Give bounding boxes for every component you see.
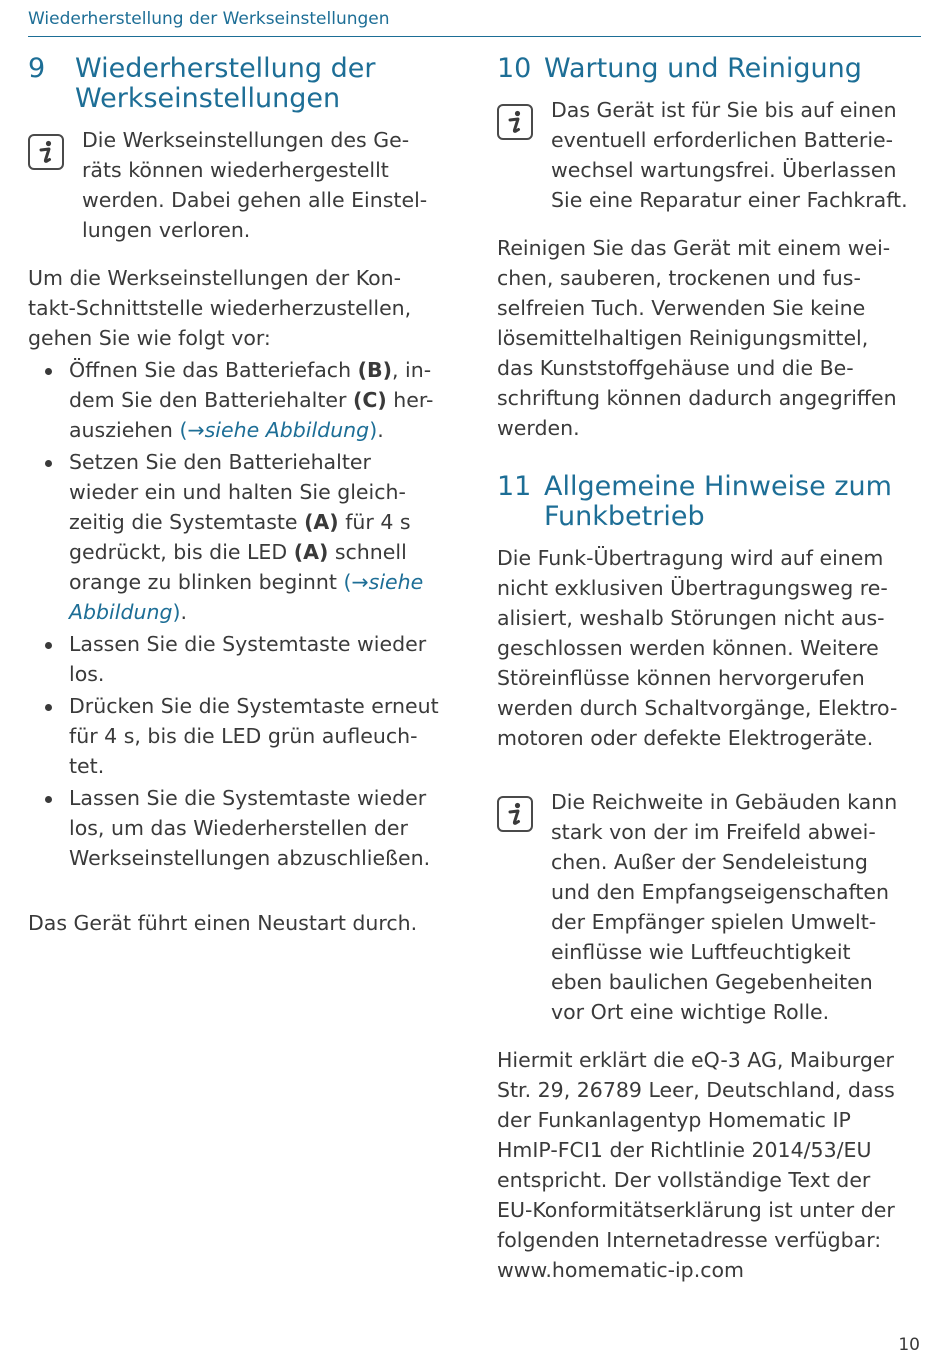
text-line: folgenden Internetadresse verfügbar: [497,1228,882,1252]
text-line: orange zu blinken beginnt (→siehe [69,570,424,594]
section-9-intro [28,263,458,353]
text-line: wechsel wartungsfrei. Überlassen [551,158,897,182]
text-line: Abbildung). [69,600,187,624]
section-10-heading [497,54,927,84]
conformity-declaration [497,1045,927,1285]
section-11-body [497,543,927,753]
list-item [28,355,468,445]
section-9-title-line1: Wiederherstellung der [75,53,376,84]
section-10-title: Wartung und Reinigung [544,53,862,84]
text-line: geschlossen werden können. Weitere [497,636,879,660]
text-line: Hiermit erklärt die eQ-3 AG, Maiburger [497,1048,894,1072]
text-line: werden. [497,416,580,440]
text-line: gehen Sie wie folgt vor: [28,326,271,350]
text-line: der Empfänger spielen Umwelt- [551,910,877,934]
text-line: Reinigen Sie das Gerät mit einem wei- [497,236,891,260]
text-line: Setzen Sie den Batteriehalter [69,450,371,474]
text-line: Lassen Sie die Systemtaste wieder [69,632,427,656]
bullet-dot [45,796,52,803]
text-line: stark von der im Freifeld abwei- [551,820,876,844]
text-line: nicht exklusiven Übertragungsweg re- [497,576,888,600]
text-line: lösemittelhaltigen Reinigungsmittel, [497,326,869,350]
text-line: los. [69,662,105,686]
text-line: Lassen Sie die Systemtaste wieder [69,786,427,810]
info-icon [497,104,533,140]
text-line: motoren oder defekte Elektrogeräte. [497,726,874,750]
section-10-info-text [551,95,931,215]
text-line: einflüsse wie Luftfeuchtigkeit [551,940,851,964]
info-icon [497,796,533,832]
text-line: Öffnen Sie das Batteriefach (B), in- [69,358,432,382]
text-line: lungen verloren. [82,218,251,242]
section-9-title-line2: Werkseinstellungen [75,83,341,114]
section-9-info-text [82,125,462,245]
text-line: Störeinflüsse können hervorgerufen [497,666,865,690]
text-line: ausziehen (→siehe Abbildung). [69,418,384,442]
text-line: entspricht. Der vollständige Text der [497,1168,871,1192]
text-line: für 4 s, bis die LED grün aufleuch- [69,724,418,748]
text-line: Um die Werkseinstellungen der Kon- [28,266,402,290]
text-line: räts können wiederhergestellt [82,158,389,182]
text-line: EU-Konformitätserklärung ist unter der [497,1198,895,1222]
text-line: werden durch Schaltvorgänge, Elektro- [497,696,898,720]
text-line: Werkseinstellungen abzuschließen. [69,846,431,870]
figure-reference-link[interactable]: (→siehe [343,570,424,594]
text-line: Die Funk-Übertragung wird auf einem [497,546,884,570]
figure-reference-link[interactable]: (→siehe Abbildung) [179,418,378,442]
text-line: eben baulichen Gegebenheiten [551,970,873,994]
bullet-dot [45,704,52,711]
text-line: wieder ein und halten Sie gleich- [69,480,406,504]
bullet-dot [45,368,52,375]
text-line: chen, sauberen, trockenen und fus- [497,266,861,290]
list-item [28,783,468,873]
text-line: der Funkanlagentyp Homematic IP [497,1108,851,1132]
section-11-title-line1: Allgemeine Hinweise zum [544,471,892,502]
text-line: tet. [69,754,105,778]
section-9-number: 9 [28,53,46,84]
text-line: zeitig die Systemtaste (A) für 4 s [69,510,411,534]
bullet-dot [45,642,52,649]
text-line: takt-Schnittstelle wiederherzustellen, [28,296,412,320]
text-line: werden. Dabei gehen alle Einstel- [82,188,428,212]
list-item [28,691,468,781]
text-line: das Kunststoffgehäuse und die Be- [497,356,854,380]
text-line: vor Ort eine wichtige Rolle. [551,1000,830,1024]
list-item [28,629,468,689]
section-9-closing: Das Gerät führt einen Neustart durch. [28,911,418,935]
text-line: Sie eine Reparatur einer Fachkraft. [551,188,908,212]
text-line: selfreien Tuch. Verwenden Sie keine [497,296,866,320]
section-10-number: 10 [497,53,532,84]
section-11-title-line2: Funkbetrieb [544,501,705,532]
text-line: chen. Außer der Sendeleistung [551,850,868,874]
section-11-number: 11 [497,471,532,502]
text-line: gedrückt, bis die LED (A) schnell [69,540,407,564]
page-number: 10 [898,1335,920,1355]
text-line: Str. 29, 26789 Leer, Deutschland, dass [497,1078,895,1102]
text-line: Die Werkseinstellungen des Ge- [82,128,410,152]
text-line: Die Reichweite in Gebäuden kann [551,790,898,814]
website-link[interactable]: www.homematic-ip.com [497,1258,744,1282]
text-line: HmIP-FCI1 der Richtlinie 2014/53/EU [497,1138,872,1162]
section-11-info-text [551,787,931,1027]
text-line: dem Sie den Batteriehalter (C) her- [69,388,434,412]
list-item [28,447,468,627]
text-line: eventuell erforderlichen Batterie- [551,128,894,152]
section-9-heading [28,54,458,114]
text-line: Das Gerät ist für Sie bis auf einen [551,98,897,122]
steps-list [28,355,468,875]
text-line: schriftung können dadurch angegriffen [497,386,897,410]
figure-reference-link-cont[interactable]: Abbildung) [69,600,181,624]
running-header: Wiederherstellung der Werkseinstellungen [28,8,921,37]
text-line: alisiert, weshalb Störungen nicht aus- [497,606,885,630]
text-line: und den Empfangseigenschaften [551,880,889,904]
bullet-dot [45,460,52,467]
text-line: los, um das Wiederherstellen der [69,816,408,840]
info-icon [28,134,64,170]
section-11-heading [497,472,927,532]
section-10-body [497,233,927,443]
text-line: Drücken Sie die Systemtaste erneut [69,694,439,718]
